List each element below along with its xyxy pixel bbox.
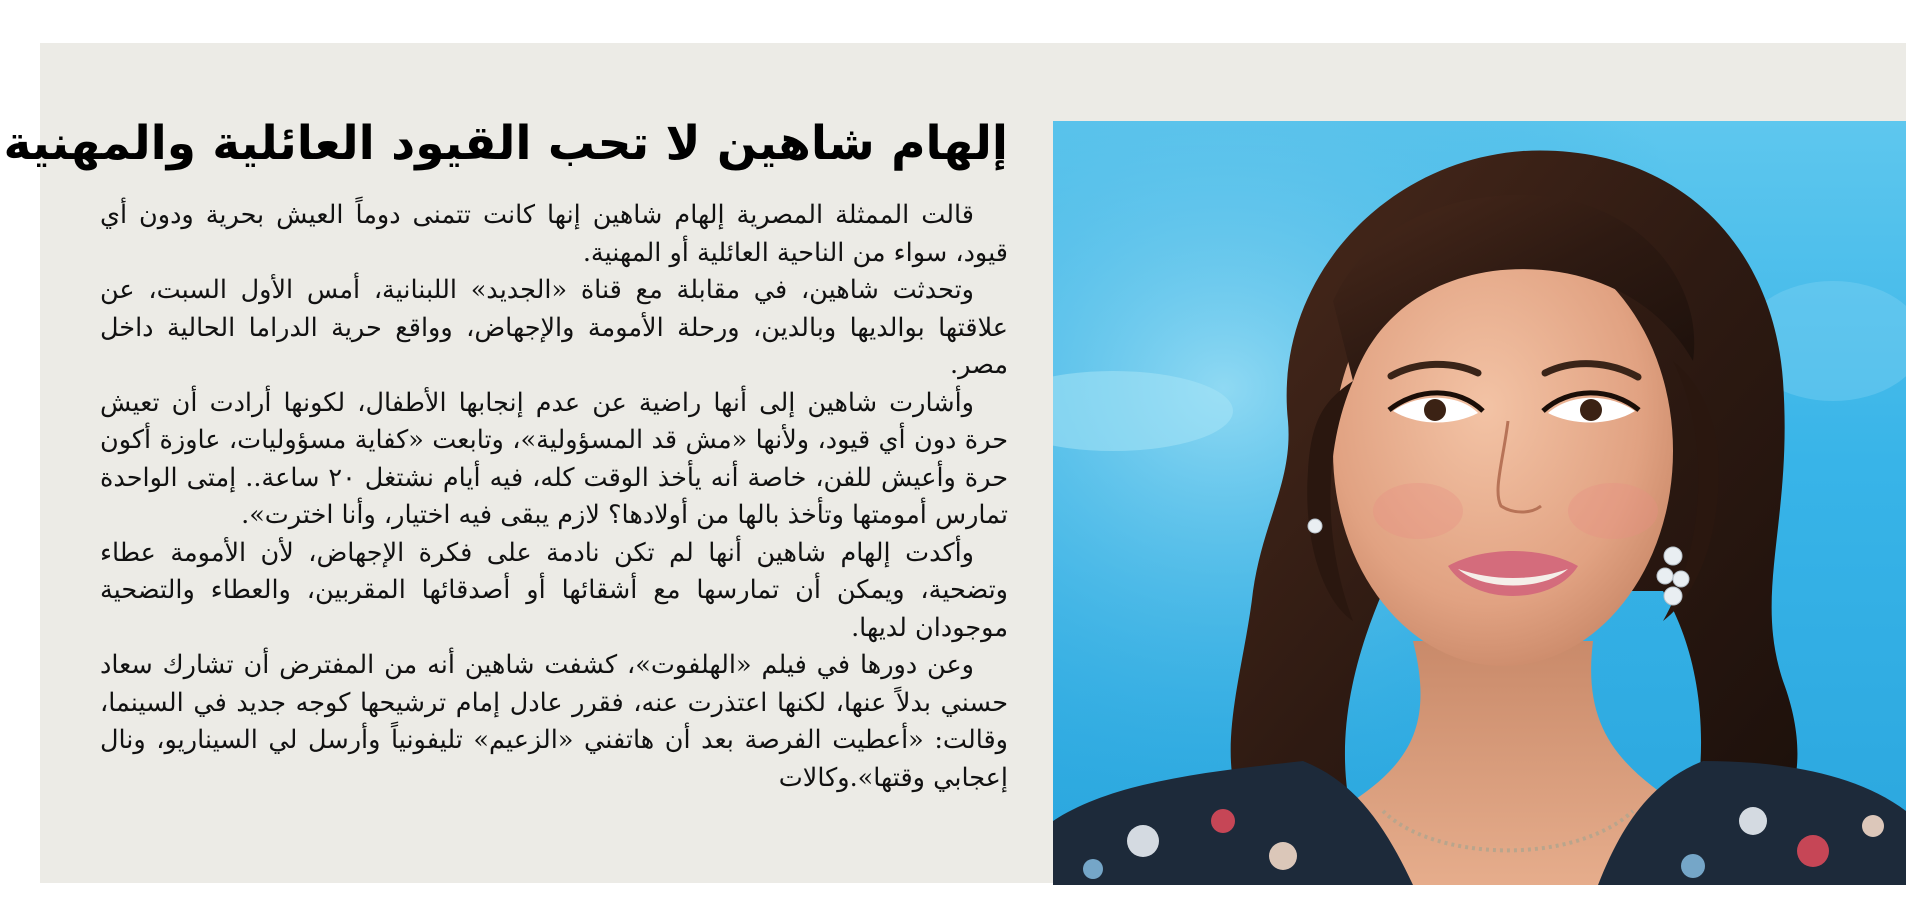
article-body xyxy=(100,197,1008,797)
article-paragraph: وأكدت إلهام شاهين أنها لم تكن نادمة على فكرة الإجهاض، لأن الأمومة عطاء وتضحية، ويمكن أن تمارسها مع أشقائها أو أصدقائها المقربين، والعطاء والتضحية موجودان لديها. xyxy=(100,537,1008,643)
headline: إلهام شاهين لا تحب القيود العائلية والمهنية xyxy=(3,116,1008,171)
portrait-photo xyxy=(1053,121,1906,885)
newspaper-clipping xyxy=(3,43,1906,883)
article-paragraph: وتحدثت شاهين، في مقابلة مع قناة «الجديد» اللبنانية، أمس الأول السبت، عن علاقتها بوالديها وبالدين، ورحلة الأمومة والإجهاض، وواقع حرية الدراما الحالية داخل مصر. xyxy=(100,275,1008,380)
article-paragraph: وعن دورها في فيلم «الهلفوت»، كشفت شاهين أنه من المفترض أن تشارك سعاد حسني بدلاً عنها، لكنها اعتذرت عنه، فقرر عادل إمام ترشيحها كوجه جديد في السينما، وقالت: «أعطيت الفرصة بعد أن هاتفني «الزعيم» تليفونياً وأرسل لي السيناريو، ونال إعجابي وقتها».وكالات xyxy=(100,650,1008,793)
article-paragraph: قالت الممثلة المصرية إلهام شاهين إنها كانت تتمنى دوماً العيش بحرية ودون أي قيود، سواء من الناحية العائلية أو المهنية. xyxy=(100,200,1008,268)
article-paragraph: وأشارت شاهين إلى أنها راضية عن عدم إنجابها الأطفال، لكونها أرادت أن تعيش حرة دون أي قيود، ولأنها «مش قد المسؤولية»، وتابعت «كفاية مسؤوليات، عاوزة أكون حرة وأعيش للفن، خاصة أنه يأخذ الوقت كله، فيه أيام نشتغل ٢٠ ساعة.. إمتى الواحدة تمارس أمومتها وتأخذ بالها من أولادها؟ لازم يبقى فيه اختيار، وأنا اخترت». xyxy=(100,387,1008,530)
article xyxy=(3,103,1008,903)
